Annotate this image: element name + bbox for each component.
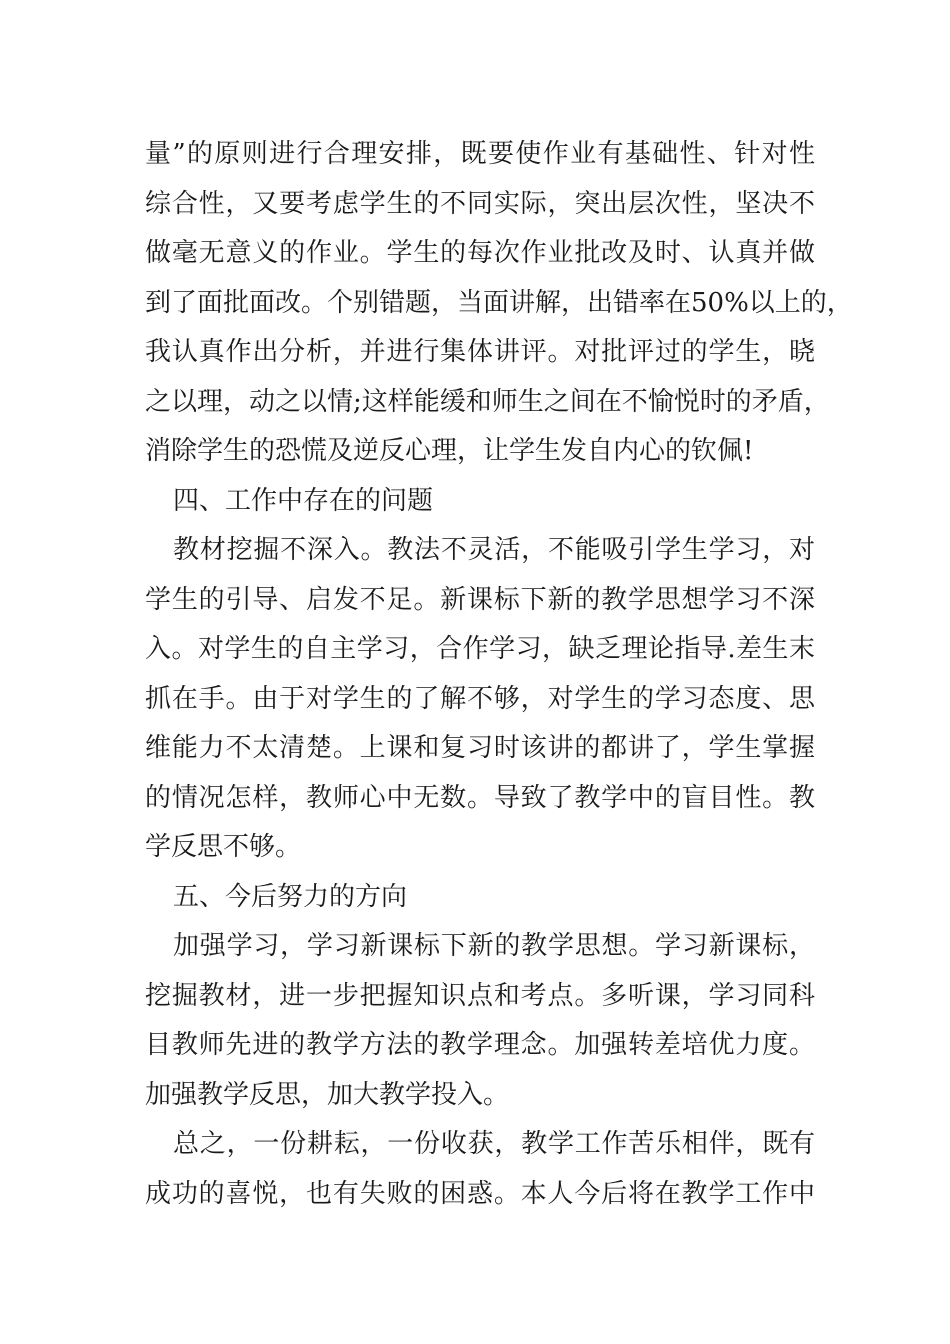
text-line: 教材挖掘不深入。教法不灵活，不能吸引学生学习，对 [173,535,815,565]
document-body [145,130,853,1219]
section-heading: 四、工作中存在的问题 [173,485,434,516]
text-line: 之以理，动之以情;这样能缓和师生之间在不愉悦时的矛盾， [145,386,830,417]
text-line: 综合性，又要考虑学生的不同实际，突出层次性，坚决不 [145,188,815,219]
text-line: 消除学生的恐慌及逆反心理，让学生发自内心的钦佩! [145,436,754,466]
section-heading: 五、今后努力的方向 [173,881,408,912]
text-line: 加强学习，学习新课标下新的教学思想。学习新课标， [173,931,815,961]
text-line: 我认真作出分析，并进行集体讲评。对批评过的学生，晓 [145,337,815,367]
text-line: 抓在手。由于对学生的了解不够，对学生的学习态度、思 [145,683,815,714]
text-line: 成功的喜悦，也有失败的困惑。本人今后将在教学工作中 [145,1178,815,1209]
text-line: 维能力不太清楚。上课和复习时该讲的都讲了，学生掌握 [145,733,815,763]
text-line: 的情况怎样，教师心中无数。导致了教学中的盲目性。教 [145,782,815,813]
text-line: 学生的引导、启发不足。新课标下新的教学思想学习不深 [145,584,815,615]
text-line: 量”的原则进行合理安排，既要使作业有基础性、针对性 [145,139,815,169]
text-line: 加强教学反思，加大教学投入。 [145,1079,510,1110]
text-line: 做毫无意义的作业。学生的每次作业批改及时、认真并做 [145,238,815,268]
text-line: 入。对学生的自主学习，合作学习，缺乏理论指导.差生末 [145,634,815,664]
text-line: 目教师先进的教学方法的教学理念。加强转差培优力度。 [145,1030,815,1060]
text-line: 挖掘教材，进一步把握知识点和考点。多听课，学习同科 [145,980,815,1011]
text-line: 到了面批面改。个别错题，当面讲解，出错率在50%以上的， [145,287,853,318]
text-line: 总之，一份耕耘，一份收获，教学工作苦乐相伴，既有 [173,1129,815,1159]
text-line: 学反思不够。 [145,832,302,862]
